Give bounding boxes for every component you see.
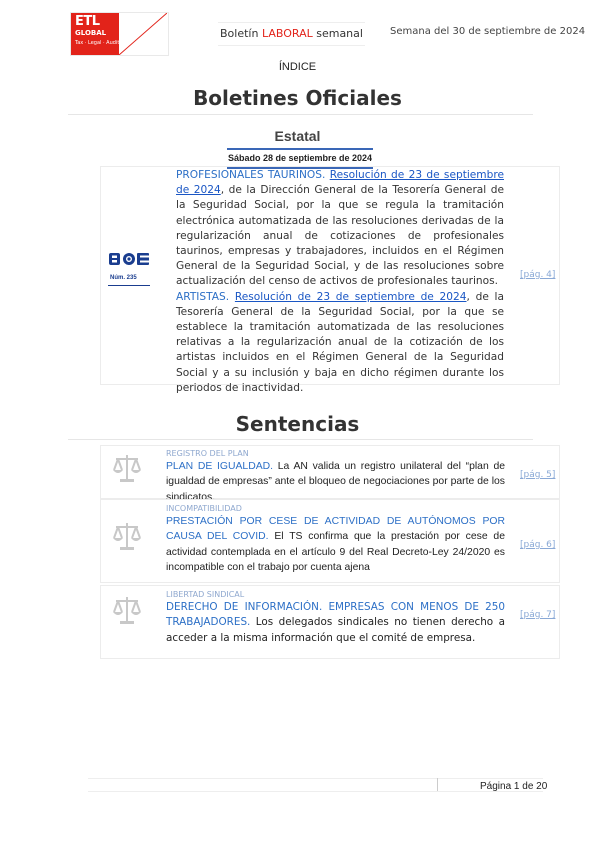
page-ref-link[interactable]: [pág. 4] bbox=[520, 270, 556, 280]
week-label: Semana del 30 de septiembre de 2024 bbox=[390, 26, 586, 37]
ruling-category: LIBERTAD SINDICAL bbox=[166, 590, 245, 599]
ruling-headline: PLAN DE IGUALDAD. bbox=[166, 461, 274, 472]
scales-of-justice-icon bbox=[112, 452, 142, 484]
boe-entries bbox=[176, 168, 504, 396]
publication-date: Sábado 28 de septiembre de 2024 bbox=[227, 148, 373, 169]
boe-logo-icon bbox=[108, 252, 150, 266]
logo-tagline: Tax · Legal · Audit bbox=[75, 40, 120, 46]
ruling-headline: DERECHO DE INFORMACIÓN. EMPRESAS CON MENOS DE 250 TRABAJADORES. bbox=[166, 601, 505, 629]
ruling-body: El TS confirma que la prestación por cese de actividad contemplada en el artículo 9 del Real Decreto-Ley 24/2020 es incompatible con el trabajo por cuenta ajena bbox=[166, 531, 505, 574]
section-divider bbox=[68, 439, 533, 440]
section-divider bbox=[68, 114, 533, 115]
section-title-official: Boletines Oficiales bbox=[193, 86, 402, 110]
subsection-title-estatal: Estatal bbox=[274, 128, 321, 144]
entry-category: ARTISTAS. bbox=[176, 290, 230, 303]
ruling-body: La AN valida un registro unilateral del “plan de igualdad de empresas” ante el bloqueo de negociaciones por parte de los sindicatos. bbox=[166, 461, 505, 503]
entry-body: , de la Dirección General de la Tesorería General de la Seguridad Social, por la que se regula la tramitación electrónica automatizada de las resoluciones derivadas de la regularización anual de cotizaciones de profesionales taurinos, empresas y trabajadores, incluidos en el Régimen General de la Seguridad Social, y de las resoluciones sobre actualización del censo de activos de profesionales taurinos. bbox=[176, 184, 505, 288]
ruling-body: Los delegados sindicales no tienen derecho a acceder a la misma información que el comité de empresa. bbox=[166, 616, 505, 644]
section-title-rulings: Sentencias bbox=[235, 412, 360, 436]
boe-entry-taurinos bbox=[176, 168, 504, 290]
page-ref-link[interactable]: [pág. 6] bbox=[520, 540, 556, 550]
footer-bar bbox=[88, 778, 543, 792]
bulletin-title-post: semanal bbox=[312, 27, 363, 40]
bulletin-title-pre: Boletín bbox=[220, 27, 262, 40]
page-ref-link[interactable]: [pág. 7] bbox=[520, 610, 556, 620]
etl-global-logo bbox=[70, 12, 169, 56]
resolution-link[interactable]: Resolución de 23 de septiembre de 2024 bbox=[234, 290, 467, 303]
ruling-text bbox=[166, 600, 505, 646]
page-number: Página 1 de 20 bbox=[480, 781, 548, 792]
entry-category: PROFESIONALES TAURINOS. bbox=[176, 169, 326, 181]
page-ref-link[interactable]: [pág. 5] bbox=[520, 470, 556, 480]
ruling-headline: PRESTACIÓN POR CESE DE ACTIVIDAD DE AUTÓNOMOS POR CAUSA DEL COVID. bbox=[166, 516, 505, 543]
logo-global-text: GLOBAL bbox=[75, 29, 107, 37]
logo-etl-text: ETL bbox=[75, 14, 100, 29]
index-label: ÍNDICE bbox=[278, 61, 317, 73]
ruling-category: INCOMPATIBILIDAD bbox=[166, 504, 242, 513]
ruling-text bbox=[166, 514, 505, 576]
boe-entry-artistas bbox=[176, 290, 504, 396]
footer-separator bbox=[437, 778, 438, 791]
boe-underline bbox=[108, 285, 150, 286]
bulletin-title-highlight: LABORAL bbox=[261, 27, 313, 40]
scales-of-justice-icon bbox=[112, 594, 142, 626]
bulletin-title bbox=[218, 22, 365, 46]
boe-issue-number: Núm. 235 bbox=[110, 275, 137, 281]
ruling-category: REGISTRO DEL PLAN bbox=[166, 449, 249, 458]
scales-of-justice-icon bbox=[112, 520, 142, 552]
entry-body: , de la Tesorería General de la Seguridad Social, por la que se establece la tramitación automatizada de las resoluciones relativas a la regularización anual de la cotización de los artistas incluidos en el Régimen General de la Seguridad Social y a su inclusión y baja en dicho régimen durante los periodos de inactividad. bbox=[176, 290, 504, 394]
resolution-link[interactable]: Resolución de 23 de septiembre de 2024 bbox=[176, 169, 504, 197]
logo-slash-icon bbox=[101, 13, 167, 55]
